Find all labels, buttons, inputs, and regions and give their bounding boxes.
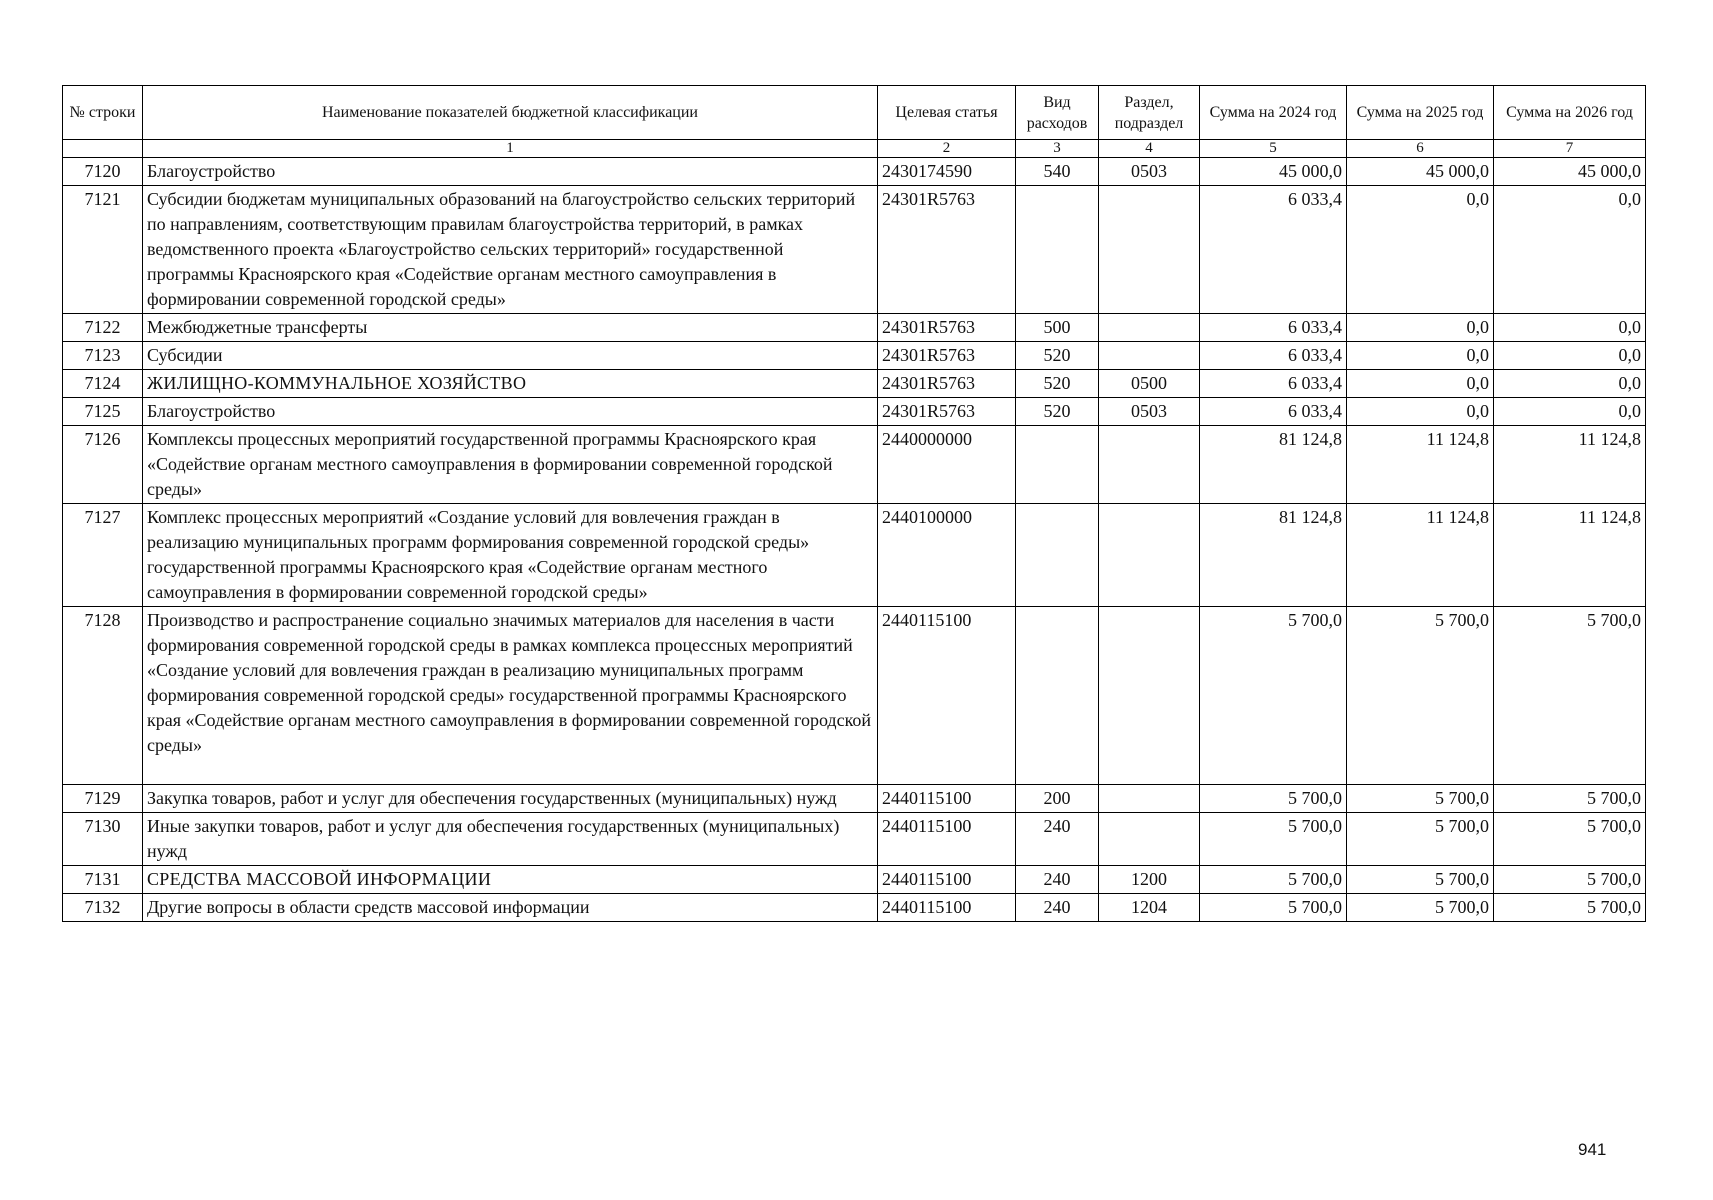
row-sum-2025: 5 700,0 (1347, 785, 1494, 813)
column-number: 3 (1016, 140, 1099, 158)
row-section: 0503 (1099, 398, 1200, 426)
row-target: 24301R5763 (878, 398, 1016, 426)
header-name: Наименование показателей бюджетной классификации (143, 86, 878, 140)
row-sum-2024: 6 033,4 (1200, 370, 1347, 398)
row-sum-2026: 5 700,0 (1494, 785, 1646, 813)
row-section (1099, 186, 1200, 314)
row-sum-2025: 11 124,8 (1347, 504, 1494, 607)
row-section (1099, 504, 1200, 607)
row-section (1099, 314, 1200, 342)
row-section: 1200 (1099, 866, 1200, 894)
row-target: 2440115100 (878, 866, 1016, 894)
row-sum-2026: 0,0 (1494, 186, 1646, 314)
row-expense-type: 240 (1016, 866, 1099, 894)
column-number: 6 (1347, 140, 1494, 158)
row-sum-2025: 45 000,0 (1347, 158, 1494, 186)
table-row (63, 504, 1646, 607)
row-target: 24301R5763 (878, 186, 1016, 314)
table-row (63, 866, 1646, 894)
row-sum-2026: 11 124,8 (1494, 504, 1646, 607)
row-sum-2025: 5 700,0 (1347, 607, 1494, 785)
row-number: 7122 (63, 314, 143, 342)
row-number: 7131 (63, 866, 143, 894)
column-number-blank (63, 140, 143, 158)
row-section (1099, 813, 1200, 866)
column-number: 7 (1494, 140, 1646, 158)
table-row (63, 426, 1646, 504)
row-target: 24301R5763 (878, 370, 1016, 398)
row-sum-2026: 0,0 (1494, 342, 1646, 370)
row-target: 2440115100 (878, 813, 1016, 866)
row-expense-type: 240 (1016, 894, 1099, 922)
header-section: Раздел, подраздел (1099, 86, 1200, 140)
row-target: 24301R5763 (878, 342, 1016, 370)
table-row (63, 894, 1646, 922)
header-target: Целевая статья (878, 86, 1016, 140)
row-section (1099, 785, 1200, 813)
row-number: 7125 (63, 398, 143, 426)
row-name: Субсидии бюджетам муниципальных образований на благоустройство сельских территорий по направлениям, соответствующим правилам благоустройства территорий, в рамках ведомственного проекта «Благоустройство сельских территорий» государственной программы Красноярского края «Содействие органам местного самоуправления в формировании современной городской среды» (143, 186, 878, 314)
row-sum-2024: 5 700,0 (1200, 894, 1347, 922)
row-number: 7120 (63, 158, 143, 186)
row-sum-2025: 5 700,0 (1347, 866, 1494, 894)
row-expense-type (1016, 504, 1099, 607)
row-name: Иные закупки товаров, работ и услуг для обеспечения государственных (муниципальных) нужд (143, 813, 878, 866)
row-sum-2025: 5 700,0 (1347, 894, 1494, 922)
row-name: Комплекс процессных мероприятий «Создание условий для вовлечения граждан в реализацию муниципальных программ формирования современной городской среды» государственной программы Красноярского края «Содействие органам местного самоуправления в формировании современной городской среды» (143, 504, 878, 607)
row-sum-2025: 0,0 (1347, 186, 1494, 314)
table-row (63, 813, 1646, 866)
header-row (63, 86, 1646, 140)
row-sum-2026: 5 700,0 (1494, 866, 1646, 894)
row-sum-2026: 0,0 (1494, 314, 1646, 342)
row-expense-type (1016, 607, 1099, 785)
row-target: 2440000000 (878, 426, 1016, 504)
column-number: 2 (878, 140, 1016, 158)
row-sum-2024: 45 000,0 (1200, 158, 1347, 186)
row-expense-type (1016, 426, 1099, 504)
row-sum-2026: 45 000,0 (1494, 158, 1646, 186)
row-sum-2026: 11 124,8 (1494, 426, 1646, 504)
row-name: Благоустройство (143, 158, 878, 186)
table-row (63, 607, 1646, 785)
row-sum-2026: 0,0 (1494, 398, 1646, 426)
table-row (63, 398, 1646, 426)
header-sum-2024: Сумма на 2024 год (1200, 86, 1347, 140)
row-expense-type: 200 (1016, 785, 1099, 813)
row-number: 7123 (63, 342, 143, 370)
row-sum-2024: 6 033,4 (1200, 398, 1347, 426)
header-row-no: № строки (63, 86, 143, 140)
row-number: 7127 (63, 504, 143, 607)
row-sum-2024: 81 124,8 (1200, 426, 1347, 504)
row-section: 0500 (1099, 370, 1200, 398)
budget-table (62, 85, 1646, 922)
table-row (63, 314, 1646, 342)
column-number: 1 (143, 140, 878, 158)
row-name: Другие вопросы в области средств массовой информации (143, 894, 878, 922)
row-expense-type: 240 (1016, 813, 1099, 866)
header-sum-2026: Сумма на 2026 год (1494, 86, 1646, 140)
column-number: 4 (1099, 140, 1200, 158)
row-name: Межбюджетные трансферты (143, 314, 878, 342)
row-name: СРЕДСТВА МАССОВОЙ ИНФОРМАЦИИ (143, 866, 878, 894)
table-row (63, 785, 1646, 813)
row-number: 7121 (63, 186, 143, 314)
row-expense-type: 520 (1016, 342, 1099, 370)
row-sum-2024: 5 700,0 (1200, 813, 1347, 866)
row-target: 2430174590 (878, 158, 1016, 186)
table-row (63, 370, 1646, 398)
table-row (63, 342, 1646, 370)
row-number: 7129 (63, 785, 143, 813)
row-sum-2024: 5 700,0 (1200, 785, 1347, 813)
row-section (1099, 607, 1200, 785)
header-expense-type: Вид расходов (1016, 86, 1099, 140)
row-section: 1204 (1099, 894, 1200, 922)
row-sum-2026: 5 700,0 (1494, 607, 1646, 785)
row-expense-type (1016, 186, 1099, 314)
row-sum-2025: 0,0 (1347, 398, 1494, 426)
row-target: 2440115100 (878, 607, 1016, 785)
row-expense-type: 520 (1016, 398, 1099, 426)
row-sum-2024: 6 033,4 (1200, 314, 1347, 342)
header-sum-2025: Сумма на 2025 год (1347, 86, 1494, 140)
row-section: 0503 (1099, 158, 1200, 186)
row-name: Закупка товаров, работ и услуг для обеспечения государственных (муниципальных) нужд (143, 785, 878, 813)
row-name: Производство и распространение социально значимых материалов для населения в части формирования современной городской среды в рамках комплекса процессных мероприятий «Создание условий для вовлечения граждан в реализацию муниципальных программ формирования современной городской среды» государственной программы Красноярского края «Содействие органам местного самоуправления в формировании современной городской среды» (143, 607, 878, 785)
row-expense-type: 540 (1016, 158, 1099, 186)
row-name: ЖИЛИЩНО-КОММУНАЛЬНОЕ ХОЗЯЙСТВО (143, 370, 878, 398)
row-expense-type: 500 (1016, 314, 1099, 342)
page-number: 941 (1578, 1140, 1607, 1159)
row-name: Комплексы процессных мероприятий государственной программы Красноярского края «Содействие органам местного самоуправления в формировании современной городской среды» (143, 426, 878, 504)
row-sum-2025: 5 700,0 (1347, 813, 1494, 866)
row-target: 2440115100 (878, 785, 1016, 813)
row-target: 2440100000 (878, 504, 1016, 607)
row-sum-2024: 6 033,4 (1200, 342, 1347, 370)
row-section (1099, 342, 1200, 370)
row-number: 7128 (63, 607, 143, 785)
row-number: 7124 (63, 370, 143, 398)
row-sum-2025: 0,0 (1347, 370, 1494, 398)
table-row (63, 158, 1646, 186)
table-row (63, 186, 1646, 314)
row-number: 7132 (63, 894, 143, 922)
row-name: Благоустройство (143, 398, 878, 426)
row-sum-2024: 5 700,0 (1200, 607, 1347, 785)
row-sum-2025: 0,0 (1347, 342, 1494, 370)
row-sum-2025: 0,0 (1347, 314, 1494, 342)
row-sum-2024: 6 033,4 (1200, 186, 1347, 314)
row-name: Субсидии (143, 342, 878, 370)
row-sum-2026: 0,0 (1494, 370, 1646, 398)
column-number-row (63, 140, 1646, 158)
row-number: 7130 (63, 813, 143, 866)
row-number: 7126 (63, 426, 143, 504)
row-target: 2440115100 (878, 894, 1016, 922)
row-sum-2025: 11 124,8 (1347, 426, 1494, 504)
row-sum-2026: 5 700,0 (1494, 813, 1646, 866)
row-section (1099, 426, 1200, 504)
column-number: 5 (1200, 140, 1347, 158)
row-target: 24301R5763 (878, 314, 1016, 342)
row-sum-2026: 5 700,0 (1494, 894, 1646, 922)
row-expense-type: 520 (1016, 370, 1099, 398)
row-sum-2024: 5 700,0 (1200, 866, 1347, 894)
row-sum-2024: 81 124,8 (1200, 504, 1347, 607)
